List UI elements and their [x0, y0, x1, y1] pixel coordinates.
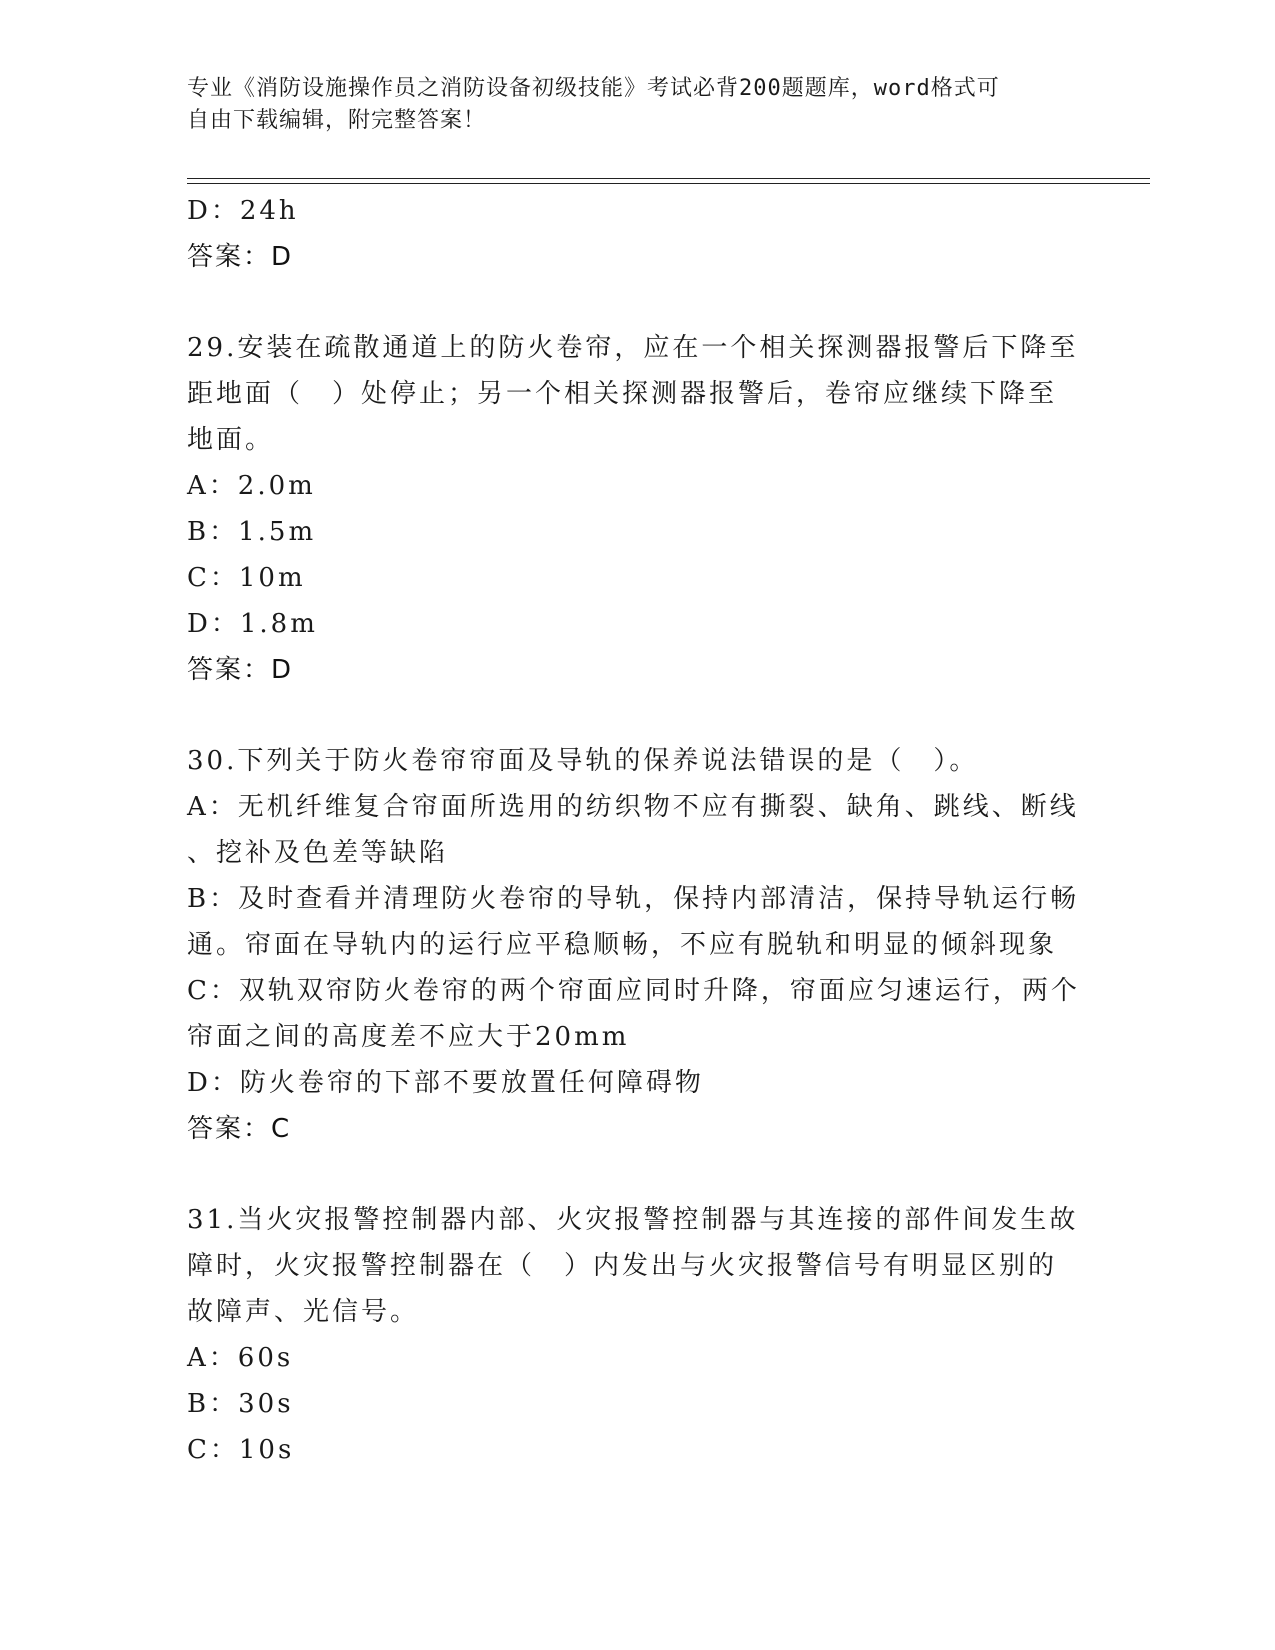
option-d: D：防火卷帘的下部不要放置任何障碍物	[187, 1068, 704, 1098]
question-stem-line: 30.下列关于防火卷帘帘面及导轨的保养说法错误的是（ ）。	[187, 746, 979, 776]
answer-line: 答案：C	[187, 1114, 292, 1144]
option-a: A：60s	[187, 1343, 294, 1373]
option-c: C：10m	[187, 563, 306, 593]
header-divider-bottom	[187, 183, 1150, 184]
option-c: C：10s	[187, 1435, 295, 1465]
question-stem-line: 距地面（ ）处停止；另一个相关探测器报警后，卷帘应继续下降至	[187, 379, 1058, 409]
question-28	[187, 188, 1087, 280]
spacer	[187, 1152, 1087, 1197]
option-a: A：2.0m	[187, 471, 316, 501]
page-header	[187, 73, 1067, 137]
question-stem-line: 障时，火灾报警控制器在（ ）内发出与火灾报警信号有明显区别的	[187, 1251, 1058, 1281]
option-d: D：1.8m	[187, 609, 318, 639]
header-line-1: 专业《消防设施操作员之消防设备初级技能》考试必背200题题库，word格式可	[187, 76, 1000, 101]
option-c-continued: 帘面之间的高度差不应大于20mm	[187, 1022, 630, 1052]
option-d: D：24h	[187, 196, 299, 226]
question-31	[187, 1197, 1087, 1473]
spacer	[187, 693, 1087, 738]
option-b: B：及时查看并清理防火卷帘的导轨，保持内部清洁，保持导轨运行畅	[187, 884, 1080, 914]
option-b: B：30s	[187, 1389, 294, 1419]
spacer	[187, 280, 1087, 325]
answer-line: 答案：D	[187, 655, 294, 685]
option-a-continued: 、挖补及色差等缺陷	[187, 838, 449, 868]
question-stem-line: 29.安装在疏散通道上的防火卷帘，应在一个相关探测器报警后下降至	[187, 333, 1079, 363]
question-29	[187, 325, 1087, 693]
header-line-2: 自由下载编辑，附完整答案！	[187, 108, 487, 133]
option-a: A：无机纤维复合帘面所选用的纺织物不应有撕裂、缺角、跳线、断线	[187, 792, 1079, 822]
question-stem-line: 31.当火灾报警控制器内部、火灾报警控制器与其连接的部件间发生故	[187, 1205, 1079, 1235]
question-stem-line: 地面。	[187, 425, 275, 455]
option-c: C：双轨双帘防火卷帘的两个帘面应同时升降，帘面应匀速运行，两个	[187, 976, 1080, 1006]
header-divider-top	[187, 178, 1150, 179]
answer-line: 答案：D	[187, 242, 294, 272]
option-b-continued: 通。帘面在导轨内的运行应平稳顺畅，不应有脱轨和明显的倾斜现象	[187, 930, 1058, 960]
option-b: B：1.5m	[187, 517, 317, 547]
question-content	[187, 188, 1087, 1473]
question-30	[187, 738, 1087, 1152]
question-stem-line: 故障声、光信号。	[187, 1297, 420, 1327]
